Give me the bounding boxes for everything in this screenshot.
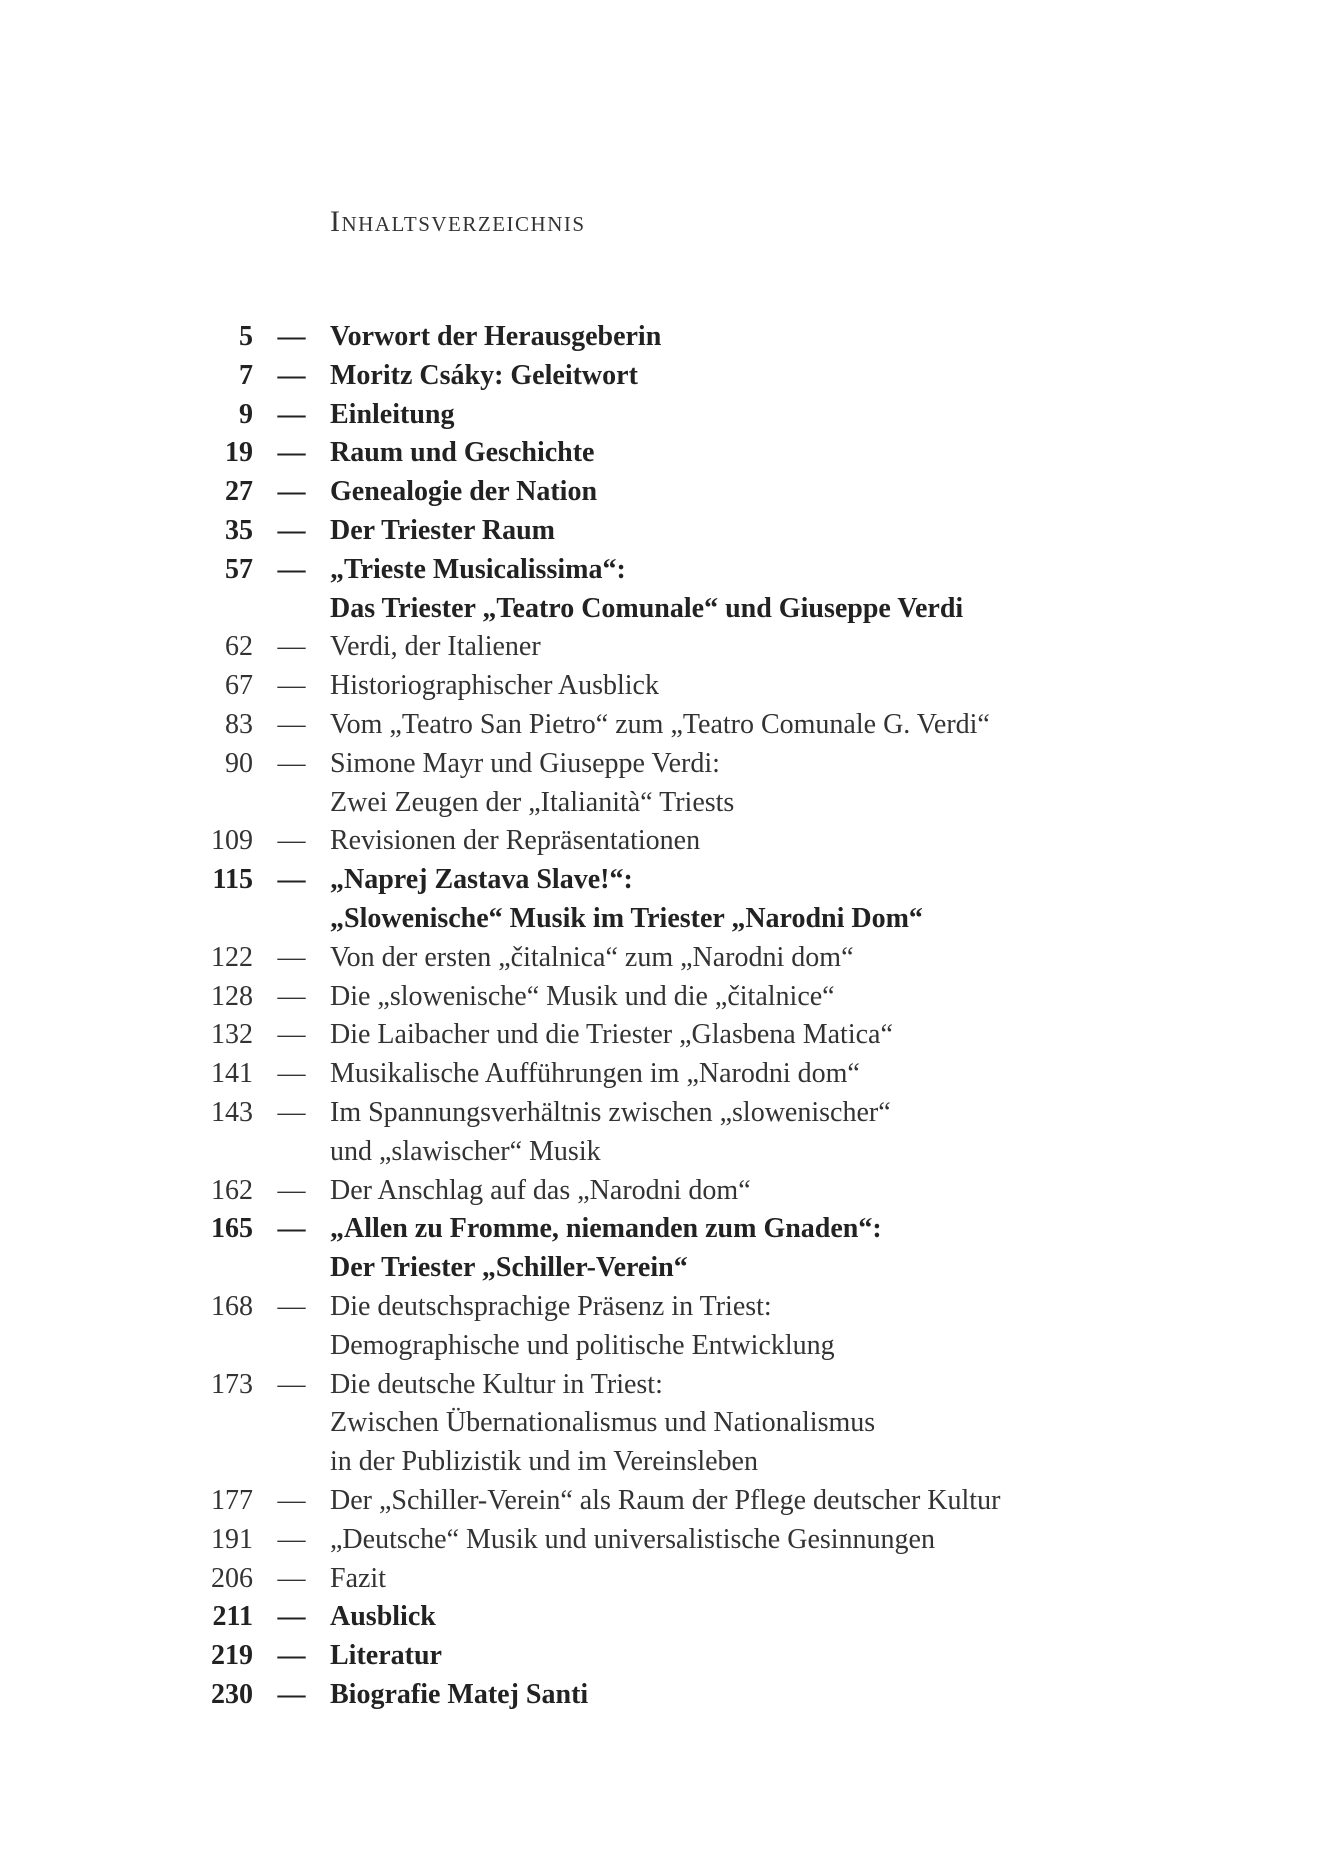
toc-title-line: Der Anschlag auf das „Narodni dom“	[330, 1174, 751, 1206]
toc-title-line: „Naprej Zastava Slave!“:	[330, 864, 633, 896]
toc-entry-title	[330, 978, 1336, 1017]
toc-entry	[0, 1521, 1336, 1560]
toc-entry	[0, 434, 1336, 473]
toc-title-line: „Allen zu Fromme, niemanden zum Gnaden“:	[330, 1213, 882, 1245]
toc-dash: —	[277, 1019, 306, 1051]
toc-dash: —	[277, 864, 306, 896]
toc-entry-title	[330, 1016, 1336, 1055]
toc-entry	[0, 512, 1336, 551]
toc-title-line: „Slowenische“ Musik im Triester „Narodni Dom“	[330, 902, 923, 934]
toc-title-line: Die deutsche Kultur in Triest:	[330, 1368, 663, 1400]
toc-title-line: Einleitung	[330, 398, 455, 430]
toc-dash: —	[277, 1213, 306, 1245]
toc-title-line: Moritz Csáky: Geleitwort	[330, 359, 638, 391]
toc-page-number: 35	[225, 514, 253, 546]
toc-dash: —	[277, 1096, 306, 1128]
toc-dash: —	[277, 1290, 306, 1322]
toc-title-line: in der Publizistik und im Vereinsleben	[330, 1446, 758, 1478]
toc-title-line: Zwei Zeugen der „Italianità“ Triests	[330, 786, 735, 818]
toc-title-line: Der Triester „Schiller-Verein“	[330, 1252, 688, 1284]
toc-title-line: Die deutschsprachige Präsenz in Triest:	[330, 1290, 772, 1322]
toc-entry	[0, 318, 1336, 357]
toc-page-number: 7	[239, 359, 253, 391]
toc-entry	[0, 706, 1336, 745]
toc-entry-title	[330, 667, 1336, 706]
toc-title-line: Vorwort der Herausgeberin	[330, 321, 662, 352]
toc-dash: —	[277, 747, 306, 779]
toc-dash: —	[277, 1484, 306, 1516]
toc-page-number: 132	[211, 1019, 253, 1051]
toc-page-number: 122	[211, 941, 253, 973]
toc-entry	[0, 1172, 1336, 1211]
toc-entry-title	[330, 1637, 1336, 1676]
toc-dash: —	[277, 437, 306, 469]
toc-entry-title	[330, 396, 1336, 435]
toc-entry-title	[330, 1482, 1336, 1521]
toc-title-line: Fazit	[330, 1562, 386, 1594]
toc-page-number: 62	[225, 631, 253, 663]
toc-dash: —	[277, 1562, 306, 1594]
toc-entry-title	[330, 822, 1336, 861]
toc-dash: —	[277, 321, 306, 352]
toc-page-number: 9	[239, 398, 253, 430]
toc-entry-title	[330, 1210, 1336, 1288]
toc-page-number: 109	[211, 825, 253, 857]
toc-entry	[0, 861, 1336, 939]
toc-dash: —	[277, 1368, 306, 1400]
toc-page-number: 83	[225, 708, 253, 740]
toc-page-number: 90	[225, 747, 253, 779]
toc-title-line: Zwischen Übernationalismus und Nationalismus	[330, 1407, 876, 1439]
toc-entry-title	[330, 1055, 1336, 1094]
toc-entry	[0, 978, 1336, 1017]
toc-title-line: Musikalische Aufführungen im „Narodni dom“	[330, 1058, 860, 1090]
toc-entry	[0, 1094, 1336, 1172]
toc-entry-title	[330, 745, 1336, 823]
toc-entry-title	[330, 1366, 1336, 1482]
toc-page-number: 211	[212, 1601, 253, 1633]
toc-entry	[0, 551, 1336, 629]
toc-page-number: 128	[211, 980, 253, 1012]
toc-dash: —	[277, 825, 306, 857]
toc-entry	[0, 1676, 1336, 1715]
toc-title-line: Die Laibacher und die Triester „Glasbena Matica“	[330, 1019, 893, 1051]
toc-dash: —	[277, 398, 306, 430]
toc-page-number: 177	[211, 1484, 253, 1516]
toc-entry-title	[330, 1598, 1336, 1637]
toc-entry	[0, 473, 1336, 512]
toc-dash: —	[277, 1601, 306, 1633]
toc-entry-title	[330, 1676, 1336, 1715]
toc-entry	[0, 357, 1336, 396]
toc-dash: —	[277, 476, 306, 508]
toc-entry-title	[330, 473, 1336, 512]
toc-dash: —	[277, 708, 306, 740]
toc-entry	[0, 667, 1336, 706]
toc-title-line: Biografie Matej Santi	[330, 1678, 589, 1710]
toc-page-number: 27	[225, 476, 253, 508]
toc-entry	[0, 939, 1336, 978]
toc-dash: —	[277, 1640, 306, 1672]
toc-entry-title	[330, 318, 1336, 357]
toc-dash: —	[277, 631, 306, 663]
toc-entry-title	[330, 1172, 1336, 1211]
toc-page-number: 57	[225, 553, 253, 585]
toc-title-line: Historiographischer Ausblick	[330, 670, 659, 702]
toc-entry-title	[330, 357, 1336, 396]
toc-entry	[0, 745, 1336, 823]
toc-title-line: Genealogie der Nation	[330, 476, 598, 508]
toc-entry	[0, 1560, 1336, 1599]
toc-page-number: 5	[239, 321, 253, 352]
toc-page-number: 67	[225, 670, 253, 702]
toc-dash: —	[277, 941, 306, 973]
toc-page-number: 19	[225, 437, 253, 469]
toc-page-number: 115	[212, 864, 253, 896]
toc-dash: —	[277, 1678, 306, 1710]
toc-entry-title	[330, 1521, 1336, 1560]
toc-title-line: Revisionen der Repräsentationen	[330, 825, 701, 857]
toc-page-number: 168	[211, 1290, 253, 1322]
toc-title-line: Literatur	[330, 1640, 442, 1672]
toc-title-line: Simone Mayr und Giuseppe Verdi:	[330, 747, 720, 779]
toc-title-line: Der Triester Raum	[330, 514, 555, 546]
toc-dash: —	[277, 1523, 306, 1555]
toc-entry-title	[330, 434, 1336, 473]
toc-entry	[0, 1598, 1336, 1637]
page-title: Inhaltsverzeichnis	[330, 205, 586, 238]
toc-title-line: „Deutsche“ Musik und universalistische Gesinnungen	[330, 1523, 935, 1555]
toc-entry-title	[330, 1560, 1336, 1599]
toc-page-number: 206	[211, 1562, 253, 1594]
toc-page-number: 141	[211, 1058, 253, 1090]
toc-entry	[0, 628, 1336, 667]
toc-title-line: Die „slowenische“ Musik und die „čitalnice“	[330, 980, 835, 1012]
toc-title-line: Von der ersten „čitalnica“ zum „Narodni dom“	[330, 941, 854, 973]
toc-entry-title	[330, 706, 1336, 745]
toc-entry	[0, 1288, 1336, 1366]
toc-title-line: Ausblick	[330, 1601, 436, 1633]
toc-dash: —	[277, 1058, 306, 1090]
toc-entry-title	[330, 861, 1336, 939]
toc-entry	[0, 822, 1336, 861]
toc-entry	[0, 1366, 1336, 1482]
toc-dash: —	[277, 1174, 306, 1206]
toc-entry-title	[330, 551, 1336, 629]
toc-page-number: 219	[211, 1640, 253, 1672]
toc-entry-title	[330, 939, 1336, 978]
toc-dash: —	[277, 514, 306, 546]
toc-entry-title	[330, 1094, 1336, 1172]
toc-dash: —	[277, 980, 306, 1012]
toc-entry-title	[330, 512, 1336, 551]
toc-page-number: 191	[211, 1523, 253, 1555]
toc-title-line: Verdi, der Italiener	[330, 631, 541, 663]
toc-entry	[0, 1210, 1336, 1288]
toc-entry	[0, 1016, 1336, 1055]
toc-title-line: Vom „Teatro San Pietro“ zum „Teatro Comunale G. Verdi“	[330, 708, 990, 740]
table-of-contents	[0, 318, 1336, 1715]
toc-title-line: und „slawischer“ Musik	[330, 1135, 601, 1167]
toc-title-line: Demographische und politische Entwicklung	[330, 1329, 835, 1361]
toc-title-line: Der „Schiller-Verein“ als Raum der Pflege deutscher Kultur	[330, 1484, 1001, 1516]
toc-dash: —	[277, 553, 306, 585]
toc-entry-title	[330, 1288, 1336, 1366]
toc-entry	[0, 396, 1336, 435]
toc-page-number: 162	[211, 1174, 253, 1206]
toc-title-line: Das Triester „Teatro Comunale“ und Giuseppe Verdi	[330, 592, 964, 624]
toc-page-number: 173	[211, 1368, 253, 1400]
toc-page-number: 143	[211, 1096, 253, 1128]
toc-dash: —	[277, 670, 306, 702]
toc-page-number: 165	[211, 1213, 253, 1245]
toc-dash: —	[277, 359, 306, 391]
toc-title-line: „Trieste Musicalissima“:	[330, 553, 626, 585]
toc-entry-title	[330, 628, 1336, 667]
toc-entry	[0, 1637, 1336, 1676]
toc-entry	[0, 1482, 1336, 1521]
toc-title-line: Im Spannungsverhältnis zwischen „slowenischer“	[330, 1096, 891, 1128]
toc-page-number: 230	[211, 1678, 253, 1710]
toc-entry	[0, 1055, 1336, 1094]
toc-title-line: Raum und Geschichte	[330, 437, 595, 469]
